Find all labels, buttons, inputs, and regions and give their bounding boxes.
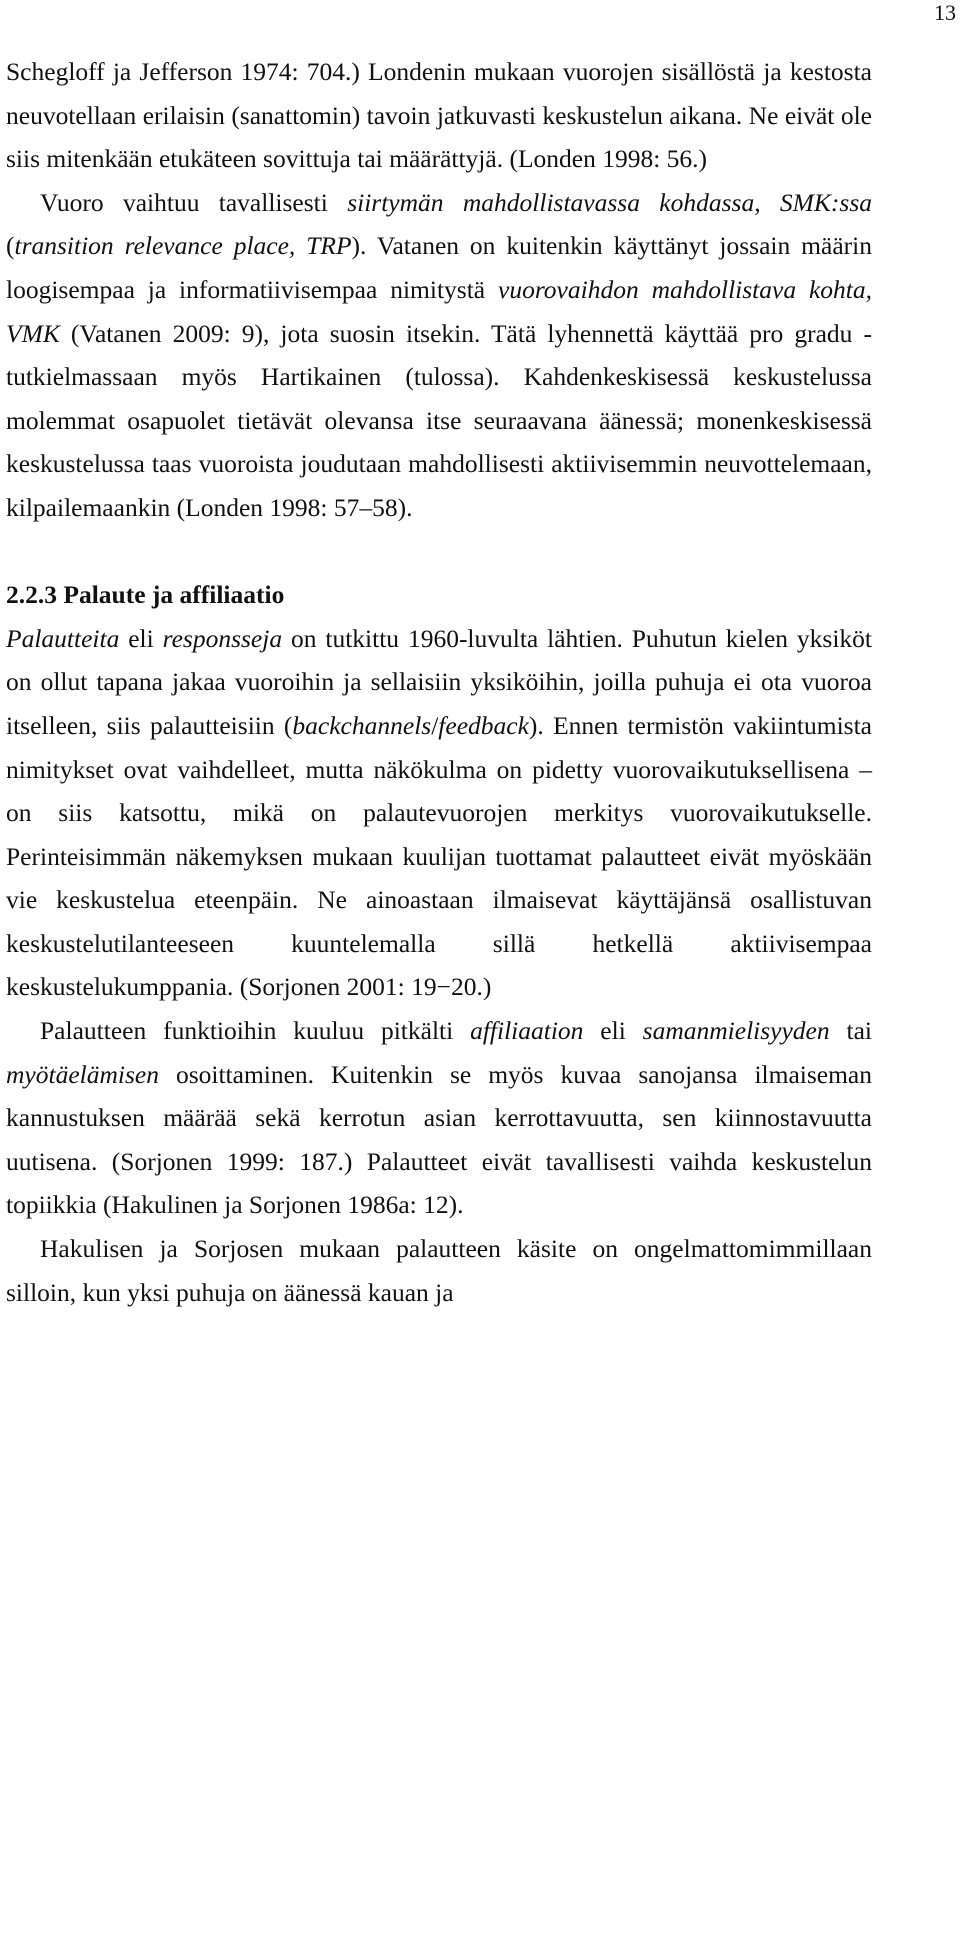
text-run: osoittaminen. Kuitenkin se myös kuvaa sanojansa ilmaiseman kannustuksen määrää sekä kerrotun asian kerrottavuutta, sen kiinnostavuutta uutisena. (Sorjonen 1999: 187.) Palautteet eivät tavallisesti vaihda keskustelun topiikkia (Hakulinen ja Sorjonen 1986a: 12). <box>6 1059 872 1220</box>
text-run: eli <box>119 623 163 653</box>
text-run: ( <box>6 231 15 261</box>
text-run: on tutkittu 1960-luvulta lähtien. Puhutun kielen yksiköt on ollut tapana jakaa vuoroihin ja sellaisiin yksiköihin, joilla puhuja ei ota vuoroa itselleen, siis palautteisiin ( <box>6 623 872 740</box>
italic-term: vuorovaihdon mahdollistava kohta, VMK <box>6 274 872 348</box>
italic-term: samanmielisyyden <box>642 1016 830 1046</box>
section-heading: 2.2.3 Palaute ja affiliaatio <box>6 580 285 610</box>
italic-term: Palautteita <box>6 623 120 653</box>
text-run: / <box>431 710 439 740</box>
text-run: (Vatanen 2009: 9), jota suosin itsekin. Tätä lyhennettä käyttää pro gradu -tutkielmassaan myös Hartikainen (tulossa). Kahdenkeskisessä keskustelussa molemmat osapuolet tietävät olevansa itse seuraavana äänessä; monenkeskisessä keskustelussa taas vuoroista joudutaan mahdollisesti aktiivisemmin neuvottelemaan, kilpailemaankin (Londen 1998: 57–58). <box>6 318 872 522</box>
text-run: Palautteen funktioihin kuuluu pitkälti <box>40 1016 471 1046</box>
text-run: ). Ennen termistön vakiintumista nimitykset ovat vaihdelleet, mutta näkökulma on pidetty vuorovaikutuksellisena – on siis katsottu, mikä on palautevuorojen merkitys vuorovaikutukselle. Perinteisimmän näkemyksen mukaan kuulijan tuottamat palautteet eivät myöskään vie keskustelua eteenpäin. Ne ainoastaan ilmaisevat käyttäjänsä osallistuvan keskustelutilanteeseen kuuntelemalla sillä hetkellä aktiivisempaa keskustelukumppania. (Sorjonen 2001: 19−20.) <box>6 710 872 1002</box>
paragraph-1 <box>6 50 872 181</box>
italic-term: responsseja <box>162 623 283 653</box>
paragraph-5 <box>6 1227 872 1314</box>
text-run: Hakulisen ja Sorjosen mukaan palautteen käsite on ongelmattomimmillaan silloin, kun yksi puhuja on äänessä kauan ja <box>6 1234 872 1307</box>
text-run: Vuoro vaihtuu tavallisesti <box>40 187 348 217</box>
italic-term: transition relevance place, TRP <box>14 231 352 261</box>
text-run: eli <box>583 1016 643 1046</box>
italic-term: affiliaation <box>470 1016 584 1046</box>
text-run: tai <box>829 1016 872 1046</box>
document-body <box>6 50 872 1314</box>
italic-term: myötäelämisen <box>6 1059 159 1089</box>
page-number: 13 <box>934 0 956 25</box>
italic-term: siirtymän mahdollistavassa kohdassa, SMK:ssa <box>347 187 872 217</box>
paragraph-3 <box>6 617 872 1009</box>
paragraph-4 <box>6 1009 872 1227</box>
text-run: ). Vatanen on kuitenkin käyttänyt jossain määrin loogisempaa ja informatiivisempaa nimitystä <box>6 231 872 304</box>
paragraph-2 <box>6 181 872 530</box>
italic-term: feedback <box>438 710 529 740</box>
italic-term: backchannels <box>292 710 432 740</box>
text-run: Schegloff ja Jefferson 1974: 704.) Londenin mukaan vuorojen sisällöstä ja kestosta neuvotellaan erilaisin (sanattomin) tavoin jatkuvasti keskustelun aikana. Ne eivät ole siis mitenkään etukäteen sovittuja tai määrättyjä. (Londen 1998: 56.) <box>6 57 872 174</box>
